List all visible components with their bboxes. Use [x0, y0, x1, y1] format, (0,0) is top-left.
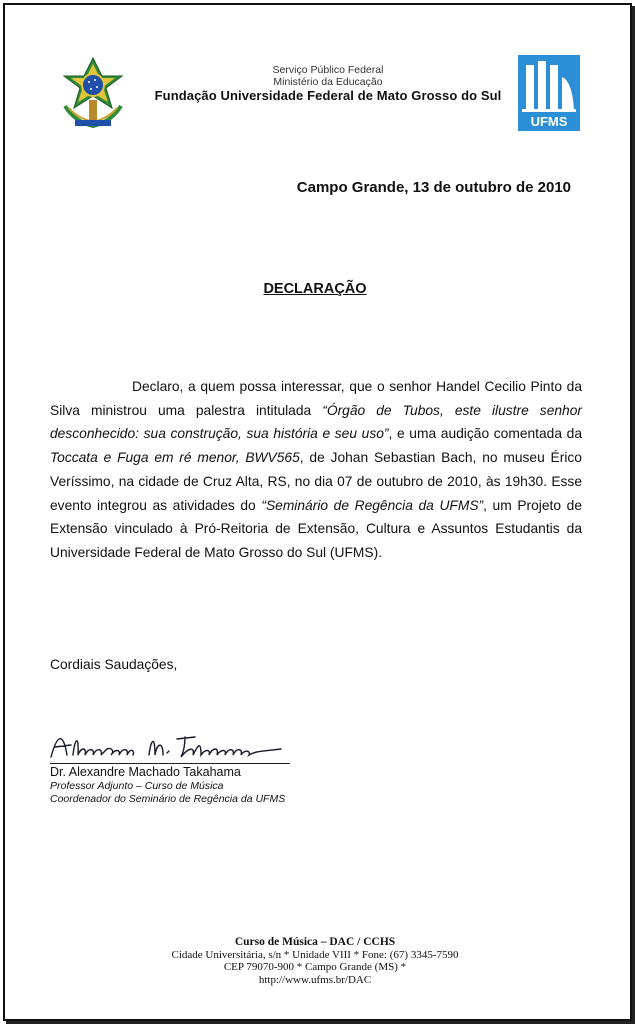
footer-website: http://www.ufms.br/DAC	[258, 973, 372, 986]
body-part-2: , e uma audição comentada da	[388, 426, 583, 442]
footer-postal-code: CEP 79070-900 * Campo Grande (MS) *	[223, 961, 407, 973]
body-part-4: , um Projeto de Extensão vinculado à Pró-Reitoria de Extensão, Cultura e Assuntos Estudantis da Universidade Federal de Mato Grosso do Sul (UFMS).	[50, 497, 582, 560]
event-title: “Seminário de Regência da UFMS”	[261, 497, 484, 513]
signatory-role-1: Professor Adjunto – Curso de Música	[50, 780, 224, 792]
handwritten-signature	[45, 725, 295, 765]
footer-department: Curso de Música – DAC / CCHS	[234, 936, 396, 948]
ufms-logo-icon	[518, 55, 580, 131]
footer-address: Cidade Universitária, s/n * Unidade VIII * Fone: (67) 3345-7590	[171, 948, 459, 961]
signatory-name: Dr. Alexandre Machado Takahama	[50, 765, 241, 779]
signature-line	[50, 763, 290, 764]
closing-greeting: Cordiais Saudações,	[50, 657, 178, 672]
institution-header	[151, 65, 505, 104]
work-title: Toccata e Fuga em ré menor, BWV565	[50, 450, 300, 466]
header-line-service: Serviço Público Federal	[272, 64, 384, 76]
ufms-logo-text: UFMS	[530, 114, 568, 129]
document-title: DECLARAÇÃO	[263, 281, 367, 297]
talk-title: “Órgão de Tubos, este ilustre senhor desconhecido: sua construção, sua história e seu uso”	[50, 402, 582, 442]
declaration-body	[50, 375, 582, 565]
document-footer	[5, 936, 625, 986]
body-part-3: , de Johan Sebastian Bach, no museu Érico Veríssimo, na cidade de Cruz Alta, RS, no dia 07 de outubro de 2010, às 19h30. Esse evento integrou as atividades do	[50, 450, 582, 513]
header-line-ministry: Ministério da Educação	[273, 75, 383, 88]
signatory-role-2: Coordenador do Seminário de Regência da UFMS	[50, 793, 286, 805]
brazil-coat-of-arms-icon	[55, 56, 131, 132]
body-part-1: Declaro, a quem possa interessar, que o senhor Handel Cecilio Pinto da Silva ministrou uma palestra intitulada	[50, 379, 582, 418]
header-line-foundation: Fundação Universidade Federal de Mato Grosso do Sul	[154, 88, 502, 103]
document-page	[3, 3, 632, 1021]
document-date: Campo Grande, 13 de outubro de 2010	[296, 179, 571, 196]
